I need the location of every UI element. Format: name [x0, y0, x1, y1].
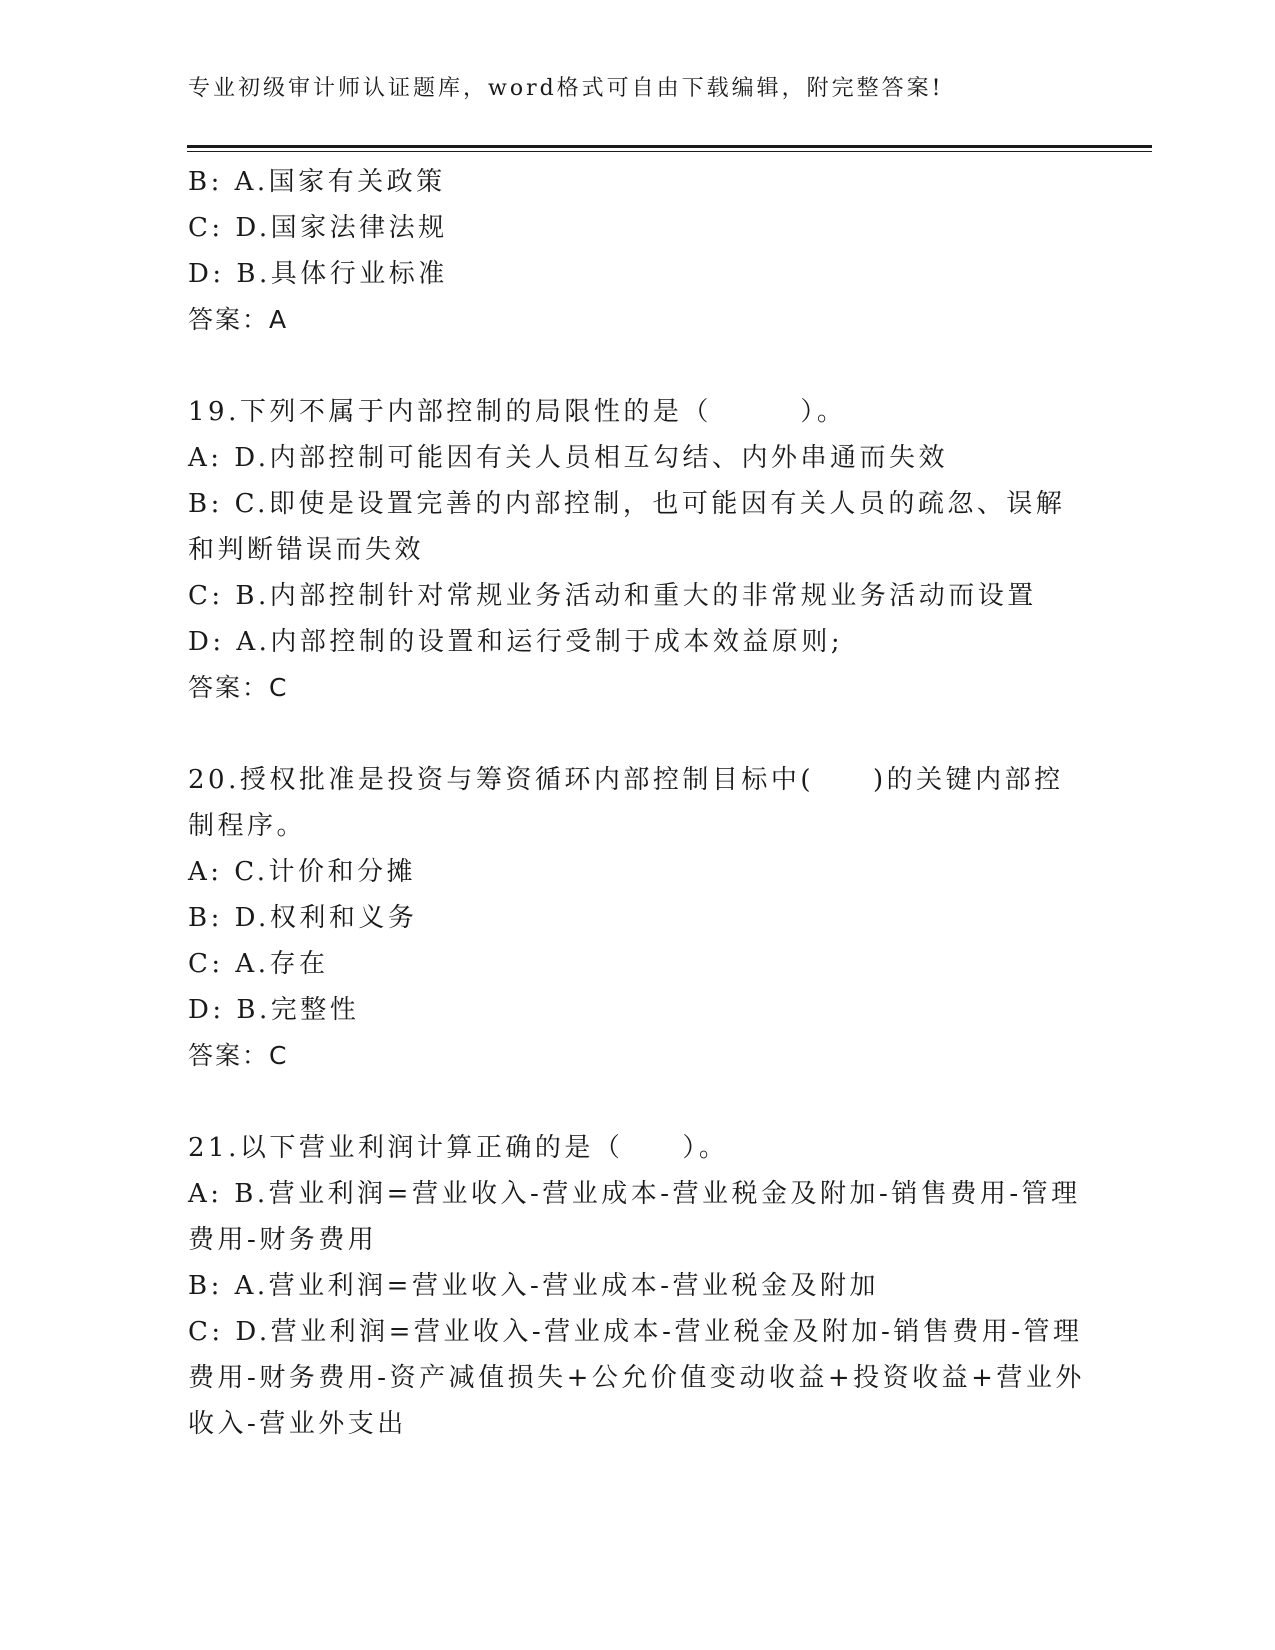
question-list — [188, 159, 1088, 1447]
option-c: C: D.营业利润=营业收入-营业成本-营业税金及附加-销售费用-管理费用-财务费用-资产减值损失+公允价值变动收益+投资收益+营业外收入-营业外支出 — [188, 1317, 1085, 1439]
option-b: B: D.权利和义务 — [188, 903, 418, 933]
option-b: B: A.营业利润=营业收入-营业成本-营业税金及附加 — [188, 1271, 880, 1301]
option-a: A: B.营业利润=营业收入-营业成本-营业税金及附加-销售费用-管理费用-财务费用 — [188, 1179, 1081, 1255]
question-20 — [188, 757, 1088, 1079]
option-d: D: B.具体行业标准 — [188, 259, 448, 289]
option-c: C: D.国家法律法规 — [188, 213, 448, 243]
question-stem: 19.下列不属于内部控制的局限性的是（ ）。 — [188, 397, 847, 427]
answer-line: 答案：C — [188, 1041, 289, 1070]
answer-line: 答案：A — [188, 305, 289, 334]
option-b: B: A.国家有关政策 — [188, 167, 446, 197]
page-header: 专业初级审计师认证题库，word格式可自由下载编辑，附完整答案! — [188, 76, 944, 101]
option-b: B: C.即使是设置完善的内部控制，也可能因有关人员的疏忽、误解和判断错误而失效 — [188, 489, 1066, 565]
answer-line: 答案：C — [188, 673, 289, 702]
option-c: C: B.内部控制针对常规业务活动和重大的非常规业务活动而设置 — [188, 581, 1037, 611]
question-stem: 20.授权批准是投资与筹资循环内部控制目标中( )的关键内部控制程序。 — [188, 765, 1064, 841]
option-c: C: A.存在 — [188, 949, 329, 979]
partial-question — [188, 159, 1088, 343]
option-a: A: D.内部控制可能因有关人员相互勾结、内外串通而失效 — [188, 443, 948, 473]
option-d: D: B.完整性 — [188, 995, 360, 1025]
option-d: D: A.内部控制的设置和运行受制于成本效益原则; — [188, 627, 844, 657]
header-rule-thick — [187, 145, 1152, 148]
question-21 — [188, 1125, 1088, 1447]
option-a: A: C.计价和分摊 — [188, 857, 417, 887]
question-stem: 21.以下营业利润计算正确的是（ ）。 — [188, 1133, 729, 1163]
header-rule-thin — [187, 151, 1152, 152]
question-19 — [188, 389, 1088, 711]
